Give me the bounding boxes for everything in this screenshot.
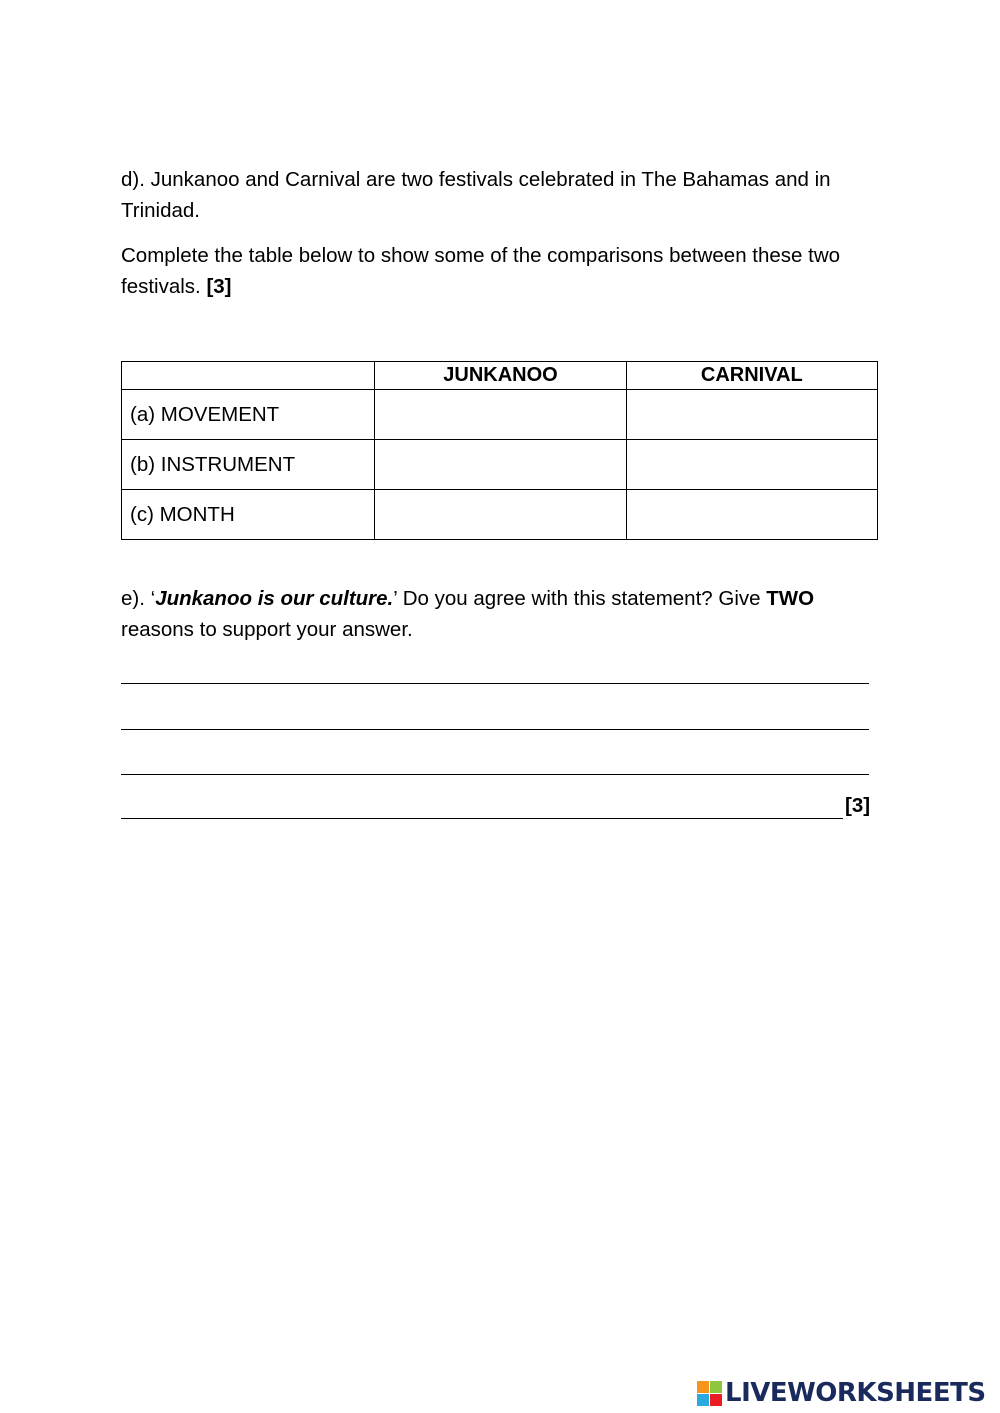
quoted-statement: Junkanoo is our culture. — [155, 587, 394, 610]
table-row — [122, 490, 878, 540]
table-row — [122, 390, 878, 440]
question-d-instruction — [121, 240, 881, 302]
logo-square — [697, 1394, 709, 1406]
emphasis-two: TWO — [766, 587, 815, 610]
logo-square — [710, 1381, 722, 1393]
table-header-row — [122, 362, 878, 390]
carnival-answer-cell[interactable] — [626, 490, 877, 540]
junkanoo-answer-cell[interactable] — [375, 490, 626, 540]
logo-square — [710, 1394, 722, 1406]
question-d-prefix: d). — [121, 168, 151, 191]
header-carnival: CARNIVAL — [626, 362, 877, 390]
answer-line[interactable] — [121, 683, 869, 684]
question-e-text-end: reasons to support your answer. — [121, 618, 413, 641]
question-d-text: Junkanoo and Carnival are two festivals celebrated in The Bahamas and in Trinidad. — [121, 168, 831, 222]
question-e-marks: [3] — [845, 794, 871, 817]
comparison-table — [121, 361, 878, 540]
question-d-marks: [3] — [206, 275, 232, 298]
junkanoo-answer-cell[interactable] — [375, 390, 626, 440]
question-d — [121, 164, 881, 226]
instruction-text: Complete the table below to show some of the comparisons between these two festivals. — [121, 244, 841, 298]
answer-line[interactable] — [121, 774, 869, 775]
logo-text: LIVEWORKSHEETS — [725, 1378, 986, 1408]
carnival-answer-cell[interactable] — [626, 390, 877, 440]
header-junkanoo: JUNKANOO — [375, 362, 626, 390]
row-label: (c) MONTH — [122, 490, 375, 540]
row-label: (b) INSTRUMENT — [122, 440, 375, 490]
question-e — [121, 583, 881, 645]
carnival-answer-cell[interactable] — [626, 440, 877, 490]
liveworksheets-logo — [697, 1378, 986, 1408]
logo-square — [697, 1381, 709, 1393]
row-label: (a) MOVEMENT — [122, 390, 375, 440]
question-e-text: ’ Do you agree with this statement? Give — [393, 587, 767, 610]
junkanoo-answer-cell[interactable] — [375, 440, 626, 490]
answer-line[interactable] — [121, 729, 869, 730]
answer-line[interactable] — [121, 818, 843, 819]
table-row — [122, 440, 878, 490]
header-empty — [122, 362, 375, 390]
question-e-prefix: e). ‘ — [121, 587, 156, 610]
liveworksheets-logo-icon — [697, 1381, 722, 1406]
